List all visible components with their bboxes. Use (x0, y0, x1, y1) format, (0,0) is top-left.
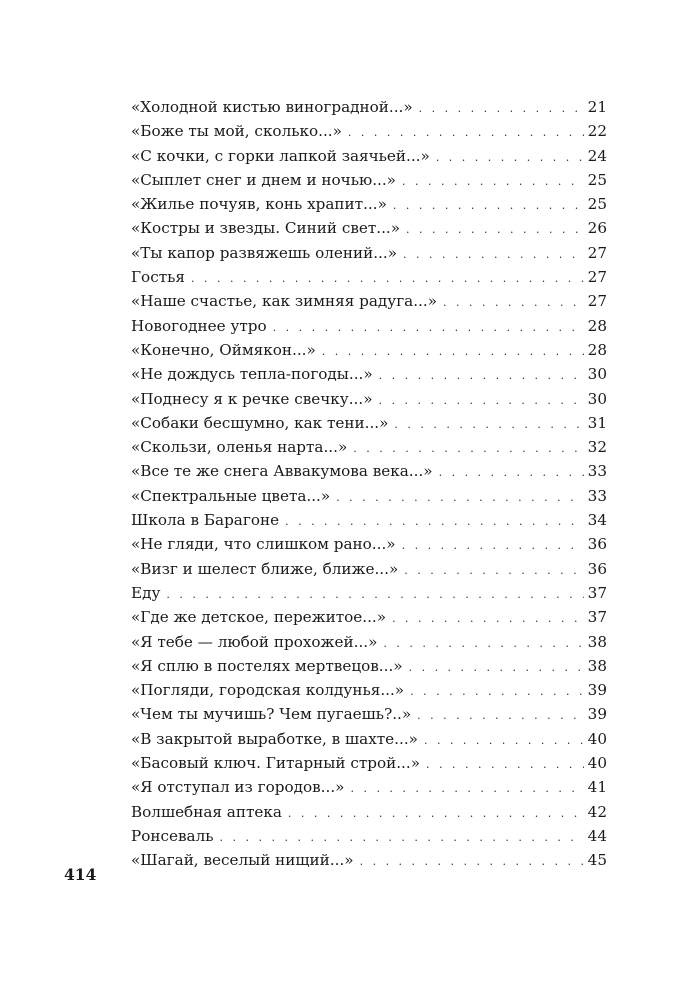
toc-entry (131, 435, 607, 459)
toc-entry-title: «Собаки бесшумно, как тени...» (131, 413, 389, 432)
toc-entry (131, 532, 607, 556)
toc-entry (131, 241, 607, 265)
toc-entry (131, 362, 607, 386)
toc-entry (131, 702, 607, 726)
dot-leader (322, 340, 584, 362)
dot-leader (379, 389, 585, 411)
toc-entry-title: «Чем ты мучишь? Чем пугаешь?..» (131, 705, 412, 724)
toc-entry (131, 800, 607, 824)
toc-entry-page: 37 (587, 608, 607, 627)
toc-entry-title: Еду (131, 583, 161, 602)
dot-leader (348, 121, 584, 143)
toc-entry-page: 27 (587, 268, 607, 287)
toc-entry-title: «Боже ты мой, сколько...» (131, 122, 342, 141)
dot-leader (353, 437, 584, 459)
dot-leader (403, 243, 584, 265)
toc-entry-title: «Погляди, городская колдунья...» (131, 681, 405, 700)
toc-entry-page: 39 (587, 681, 607, 700)
toc-entry (131, 848, 607, 872)
toc-entry-page: 25 (587, 170, 607, 189)
toc-entry (131, 557, 607, 581)
toc-entry-title: «Ты капор развяжешь олений...» (131, 243, 397, 262)
dot-leader (394, 413, 584, 435)
dot-leader (402, 170, 584, 192)
dot-leader (285, 510, 584, 532)
toc-entry-title: «Где же детское, пережитое...» (131, 608, 387, 627)
toc-entry (131, 824, 607, 848)
dot-leader (406, 218, 584, 240)
toc-entry (131, 775, 607, 799)
toc-entry-page: 38 (587, 656, 607, 675)
dot-leader (410, 680, 584, 702)
toc-entry-title: «С кочки, с горки лапкой заячьей...» (131, 146, 430, 165)
dot-leader (191, 267, 584, 289)
toc-entry (131, 484, 607, 508)
toc-entry-page: 25 (587, 195, 607, 214)
toc-entry-page: 30 (587, 365, 607, 384)
toc-entry-title: «Жилье почуяв, конь храпит...» (131, 195, 387, 214)
toc-entry-title: «Наше счастье, как зимняя радуга...» (131, 292, 437, 311)
dot-leader (426, 753, 584, 775)
toc-entry-page: 24 (587, 146, 607, 165)
dot-leader (336, 486, 584, 508)
toc-entry-page: 45 (587, 851, 607, 870)
toc-entry (131, 192, 607, 216)
toc-entry-page: 27 (587, 292, 607, 311)
toc-entry-page: 33 (587, 486, 607, 505)
toc-entry-page: 44 (587, 826, 607, 845)
toc-entry-page: 26 (587, 219, 607, 238)
dot-leader (383, 632, 584, 654)
dot-leader (419, 97, 584, 119)
toc-entry-title: Новогоднее утро (131, 316, 267, 335)
toc-entry-page: 21 (587, 98, 607, 116)
toc-entry-title: «Костры и звезды. Синий свет...» (131, 219, 401, 238)
dot-leader (439, 461, 584, 483)
toc-entry-title: «Поднесу я к речке свечку...» (131, 389, 373, 408)
toc-entry-title: «Я отступал из городов...» (131, 778, 345, 797)
dot-leader (393, 194, 584, 216)
dot-leader (350, 777, 584, 799)
toc-entry (131, 119, 607, 143)
toc-entry (131, 678, 607, 702)
toc-entry-page: 28 (587, 340, 607, 359)
toc-entry (131, 508, 607, 532)
dot-leader (424, 729, 584, 751)
toc-entry-title: «Конечно, Оймякон...» (131, 340, 316, 359)
page-number: 414 (64, 865, 97, 884)
toc-entry-title: «Сыплет снег и днем и ночью...» (131, 170, 396, 189)
toc-entry (131, 751, 607, 775)
dot-leader (379, 364, 584, 386)
toc-entry-title: Гостья (131, 268, 185, 287)
toc-entry (131, 605, 607, 629)
toc-entry-title: «Шагай, веселый нищий...» (131, 851, 354, 870)
toc-entry-title: «Не дождусь тепла-погоды...» (131, 365, 373, 384)
toc-entry-title: Ронсеваль (131, 826, 214, 845)
toc-entry-page: 40 (587, 729, 607, 748)
toc-entry-page: 42 (587, 802, 607, 821)
toc-entry-title: Школа в Барагоне (131, 511, 280, 530)
toc-entry-title: «Скользи, оленья нарта...» (131, 438, 348, 457)
dot-leader (404, 559, 584, 581)
toc-entry (131, 144, 607, 168)
toc-entry-page: 41 (587, 778, 607, 797)
toc-entry-page: 22 (587, 122, 607, 141)
toc-entry (131, 459, 607, 483)
toc-entry-page: 38 (587, 632, 607, 651)
toc-entry-page: 36 (587, 535, 607, 554)
dot-leader (417, 704, 584, 726)
dot-leader (392, 607, 584, 629)
toc-entry-page: 33 (587, 462, 607, 481)
toc-entry-page: 40 (587, 754, 607, 773)
dot-leader (220, 826, 584, 848)
toc-entry-page: 32 (587, 438, 607, 457)
toc-entry-title: «Все те же снега Аввакумова века...» (131, 462, 433, 481)
toc-entry-page: 30 (587, 389, 607, 408)
toc-entry-title: «Я тебе — любой прохожей...» (131, 632, 378, 651)
dot-leader (436, 146, 584, 168)
table-of-contents (131, 95, 607, 873)
toc-entry (131, 168, 607, 192)
toc-entry (131, 216, 607, 240)
toc-entry-page: 39 (587, 705, 607, 724)
toc-entry (131, 387, 607, 411)
dot-leader (360, 850, 584, 872)
toc-entry-title: Волшебная аптека (131, 802, 282, 821)
toc-entry-title: «В закрытой выработке, в шахте...» (131, 729, 418, 748)
toc-entry-page: 28 (587, 316, 607, 335)
toc-entry (131, 95, 607, 119)
dot-leader (273, 316, 584, 338)
toc-entry (131, 338, 607, 362)
toc-entry (131, 654, 607, 678)
toc-entry-page: 34 (587, 511, 607, 530)
toc-entry (131, 630, 607, 654)
dot-leader (402, 534, 584, 556)
toc-entry-title: «Не гляди, что слишком рано...» (131, 535, 396, 554)
toc-entry (131, 314, 607, 338)
toc-entry-title: «Я сплю в постелях мертвецов...» (131, 656, 403, 675)
toc-entry (131, 289, 607, 313)
toc-entry-page: 27 (587, 243, 607, 262)
dot-leader (288, 802, 584, 824)
toc-entry-page: 37 (587, 583, 607, 602)
toc-entry (131, 581, 607, 605)
dot-leader (166, 583, 584, 605)
toc-entry-title: «Визг и шелест ближе, ближе...» (131, 559, 399, 578)
toc-entry-page: 36 (587, 559, 607, 578)
toc-entry (131, 411, 607, 435)
toc-entry (131, 727, 607, 751)
dot-leader (443, 291, 584, 313)
toc-entry-page: 31 (587, 413, 607, 432)
toc-entry-title: «Холодной кистью виноградной...» (131, 98, 413, 116)
toc-entry-title: «Спектральные цвета...» (131, 486, 331, 505)
toc-entry-title: «Басовый ключ. Гитарный строй...» (131, 754, 420, 773)
dot-leader (409, 656, 584, 678)
toc-entry (131, 265, 607, 289)
